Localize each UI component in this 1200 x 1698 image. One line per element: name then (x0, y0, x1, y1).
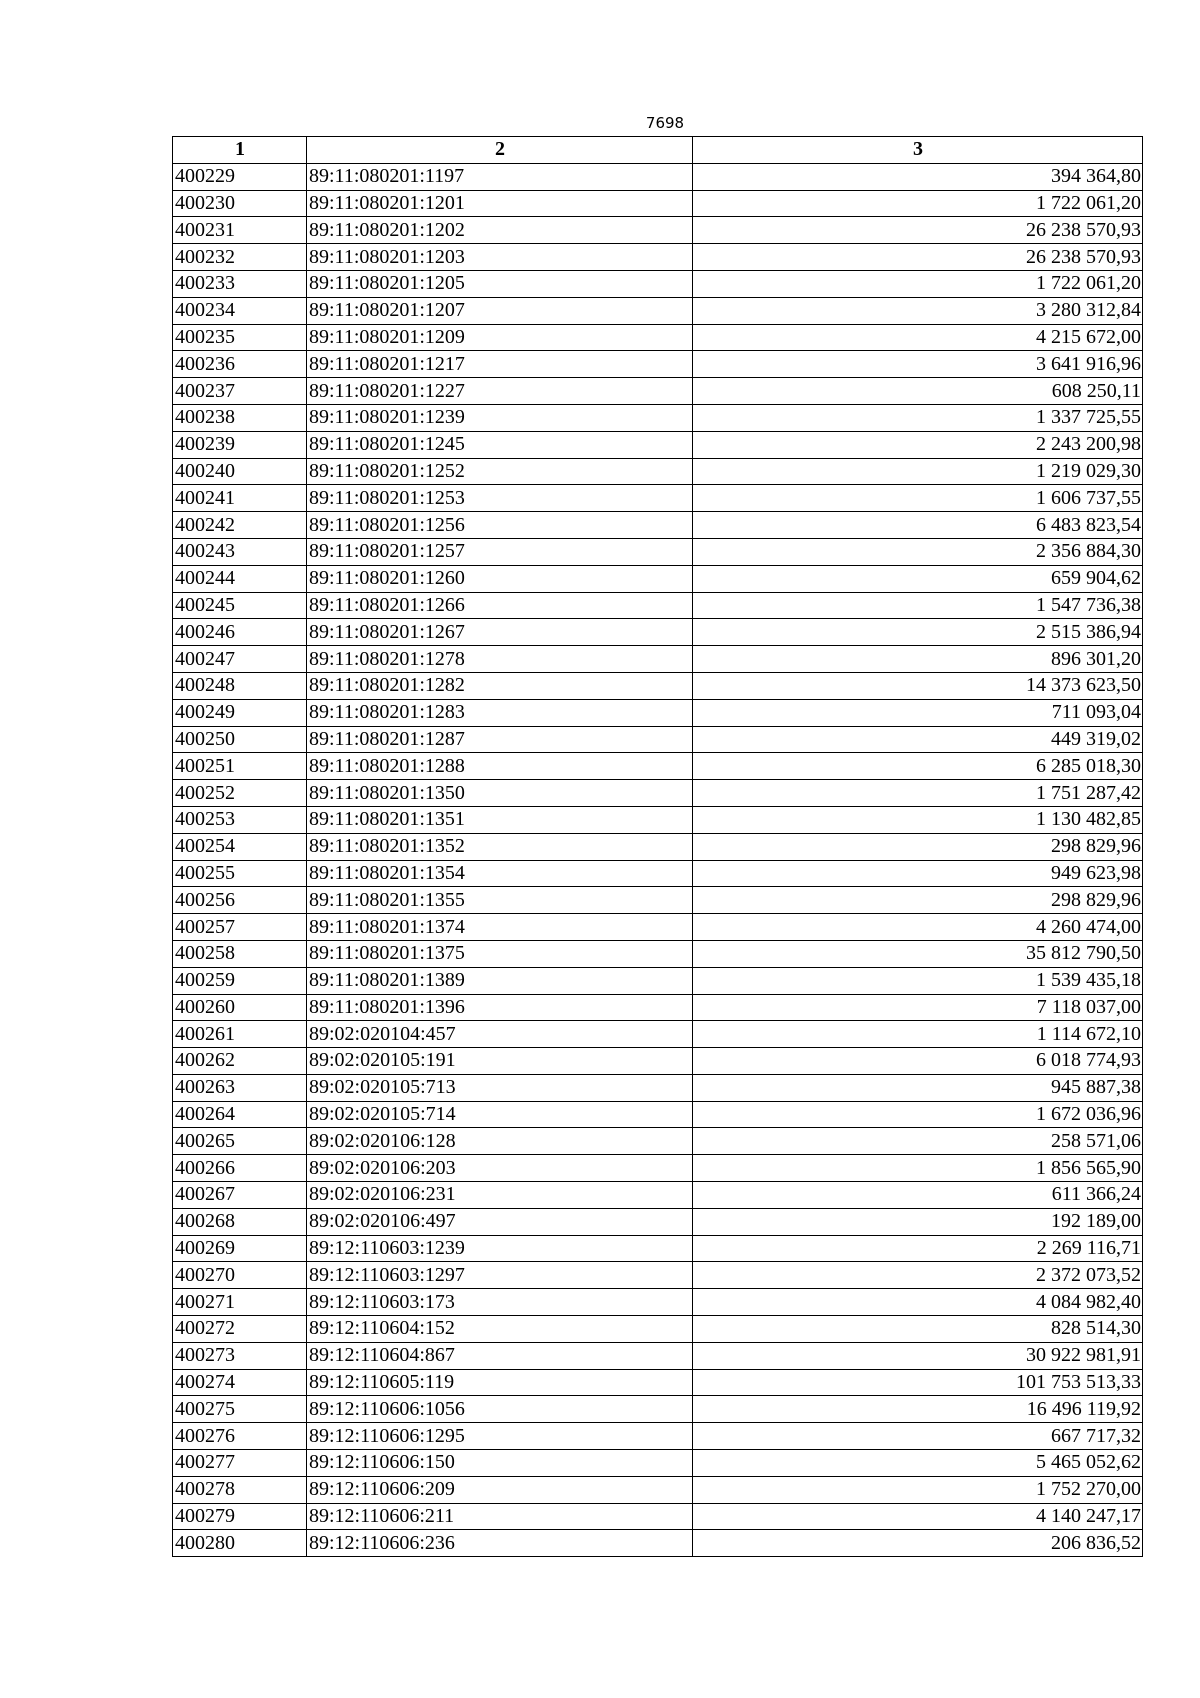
table-row (173, 404, 1143, 431)
table-row (173, 619, 1143, 646)
cadastral-number-cell: 89:11:080201:1253 (307, 485, 693, 512)
cadastral-number-cell: 89:12:110604:867 (307, 1342, 693, 1369)
value-cell: 16 496 119,92 (693, 1396, 1143, 1423)
cadastral-number-cell: 89:12:110606:209 (307, 1476, 693, 1503)
table-row (173, 1101, 1143, 1128)
value-cell: 711 093,04 (693, 699, 1143, 726)
record-number-cell: 400246 (173, 619, 307, 646)
table-row (173, 1155, 1143, 1182)
table-row (173, 672, 1143, 699)
table-row (173, 1289, 1143, 1316)
cadastral-number-cell: 89:02:020106:497 (307, 1208, 693, 1235)
table-row (173, 538, 1143, 565)
table-row (173, 887, 1143, 914)
cadastral-number-cell: 89:11:080201:1374 (307, 914, 693, 941)
value-cell: 659 904,62 (693, 565, 1143, 592)
table-row (173, 1262, 1143, 1289)
record-number-cell: 400244 (173, 565, 307, 592)
table-row (173, 1476, 1143, 1503)
table-row (173, 565, 1143, 592)
table-row (173, 1128, 1143, 1155)
cadastral-number-cell: 89:12:110606:1295 (307, 1423, 693, 1450)
record-number-cell: 400231 (173, 217, 307, 244)
record-number-cell: 400255 (173, 860, 307, 887)
record-number-cell: 400279 (173, 1503, 307, 1530)
cadastral-number-cell: 89:12:110603:173 (307, 1289, 693, 1316)
cadastral-number-cell: 89:11:080201:1287 (307, 726, 693, 753)
value-cell: 298 829,96 (693, 833, 1143, 860)
record-number-cell: 400240 (173, 458, 307, 485)
value-cell: 1 751 287,42 (693, 780, 1143, 807)
table-row (173, 244, 1143, 271)
value-cell: 6 285 018,30 (693, 753, 1143, 780)
table-row (173, 914, 1143, 941)
value-cell: 2 269 116,71 (693, 1235, 1143, 1262)
table-row (173, 512, 1143, 539)
cadastral-number-cell: 89:02:020105:714 (307, 1101, 693, 1128)
record-number-cell: 400260 (173, 994, 307, 1021)
table-row (173, 1182, 1143, 1209)
record-number-cell: 400280 (173, 1530, 307, 1557)
record-number-cell: 400273 (173, 1342, 307, 1369)
record-number-cell: 400272 (173, 1316, 307, 1343)
table-row (173, 431, 1143, 458)
table-row (173, 190, 1143, 217)
cadastral-number-cell: 89:12:110606:1056 (307, 1396, 693, 1423)
value-cell: 945 887,38 (693, 1074, 1143, 1101)
table-row (173, 1450, 1143, 1477)
record-number-cell: 400254 (173, 833, 307, 860)
table-row (173, 1074, 1143, 1101)
value-cell: 4 140 247,17 (693, 1503, 1143, 1530)
value-cell: 2 372 073,52 (693, 1262, 1143, 1289)
cadastral-number-cell: 89:11:080201:1375 (307, 940, 693, 967)
record-number-cell: 400277 (173, 1450, 307, 1477)
record-number-cell: 400251 (173, 753, 307, 780)
value-cell: 6 018 774,93 (693, 1048, 1143, 1075)
record-number-cell: 400247 (173, 646, 307, 673)
value-cell: 1 722 061,20 (693, 270, 1143, 297)
table-row (173, 351, 1143, 378)
record-number-cell: 400266 (173, 1155, 307, 1182)
cadastral-number-cell: 89:11:080201:1354 (307, 860, 693, 887)
value-cell: 298 829,96 (693, 887, 1143, 914)
table-row (173, 1396, 1143, 1423)
value-cell: 1 130 482,85 (693, 806, 1143, 833)
cadastral-number-cell: 89:11:080201:1282 (307, 672, 693, 699)
table-row (173, 967, 1143, 994)
cadastral-number-cell: 89:11:080201:1245 (307, 431, 693, 458)
record-number-cell: 400257 (173, 914, 307, 941)
value-cell: 611 366,24 (693, 1182, 1143, 1209)
value-cell: 1 606 737,55 (693, 485, 1143, 512)
record-number-cell: 400259 (173, 967, 307, 994)
cadastral-number-cell: 89:11:080201:1207 (307, 297, 693, 324)
value-cell: 828 514,30 (693, 1316, 1143, 1343)
value-cell: 608 250,11 (693, 378, 1143, 405)
value-cell: 1 722 061,20 (693, 190, 1143, 217)
value-cell: 1 672 036,96 (693, 1101, 1143, 1128)
table-row (173, 1369, 1143, 1396)
table-row (173, 860, 1143, 887)
table-row (173, 726, 1143, 753)
value-cell: 2 243 200,98 (693, 431, 1143, 458)
record-number-cell: 400265 (173, 1128, 307, 1155)
record-number-cell: 400238 (173, 404, 307, 431)
value-cell: 7 118 037,00 (693, 994, 1143, 1021)
record-number-cell: 400274 (173, 1369, 307, 1396)
record-number-cell: 400261 (173, 1021, 307, 1048)
table-row (173, 1530, 1143, 1557)
cadastral-number-cell: 89:11:080201:1396 (307, 994, 693, 1021)
table-row (173, 994, 1143, 1021)
value-cell: 394 364,80 (693, 163, 1143, 190)
value-cell: 4 084 982,40 (693, 1289, 1143, 1316)
cadastral-number-cell: 89:12:110606:211 (307, 1503, 693, 1530)
value-cell: 449 319,02 (693, 726, 1143, 753)
table-row (173, 646, 1143, 673)
cadastral-number-cell: 89:11:080201:1257 (307, 538, 693, 565)
value-cell: 1 114 672,10 (693, 1021, 1143, 1048)
record-number-cell: 400253 (173, 806, 307, 833)
record-number-cell: 400232 (173, 244, 307, 271)
record-number-cell: 400264 (173, 1101, 307, 1128)
record-number-cell: 400249 (173, 699, 307, 726)
cadastral-number-cell: 89:02:020106:128 (307, 1128, 693, 1155)
value-cell: 3 641 916,96 (693, 351, 1143, 378)
value-cell: 949 623,98 (693, 860, 1143, 887)
table-row (173, 324, 1143, 351)
cadastral-number-cell: 89:12:110606:236 (307, 1530, 693, 1557)
column-header-2: 2 (307, 137, 693, 164)
value-cell: 5 465 052,62 (693, 1450, 1143, 1477)
record-number-cell: 400269 (173, 1235, 307, 1262)
table-row (173, 217, 1143, 244)
record-number-cell: 400250 (173, 726, 307, 753)
value-cell: 14 373 623,50 (693, 672, 1143, 699)
cadastral-number-cell: 89:11:080201:1201 (307, 190, 693, 217)
record-number-cell: 400234 (173, 297, 307, 324)
table-row (173, 1048, 1143, 1075)
value-cell: 1 337 725,55 (693, 404, 1143, 431)
cadastral-number-cell: 89:11:080201:1252 (307, 458, 693, 485)
record-number-cell: 400252 (173, 780, 307, 807)
cadastral-number-cell: 89:02:020105:191 (307, 1048, 693, 1075)
cadastral-number-cell: 89:11:080201:1355 (307, 887, 693, 914)
record-number-cell: 400237 (173, 378, 307, 405)
record-number-cell: 400267 (173, 1182, 307, 1209)
value-cell: 1 752 270,00 (693, 1476, 1143, 1503)
table-row (173, 833, 1143, 860)
record-number-cell: 400233 (173, 270, 307, 297)
cadastral-number-cell: 89:11:080201:1283 (307, 699, 693, 726)
cadastral-number-cell: 89:11:080201:1389 (307, 967, 693, 994)
record-number-cell: 400258 (173, 940, 307, 967)
table-row (173, 753, 1143, 780)
cadastral-number-cell: 89:11:080201:1278 (307, 646, 693, 673)
cadastral-number-cell: 89:12:110604:152 (307, 1316, 693, 1343)
value-cell: 192 189,00 (693, 1208, 1143, 1235)
record-number-cell: 400235 (173, 324, 307, 351)
record-number-cell: 400229 (173, 163, 307, 190)
record-number-cell: 400263 (173, 1074, 307, 1101)
table-row (173, 699, 1143, 726)
record-number-cell: 400278 (173, 1476, 307, 1503)
value-cell: 4 260 474,00 (693, 914, 1143, 941)
value-cell: 6 483 823,54 (693, 512, 1143, 539)
cadastral-number-cell: 89:11:080201:1352 (307, 833, 693, 860)
value-cell: 3 280 312,84 (693, 297, 1143, 324)
table-row (173, 806, 1143, 833)
table-row (173, 592, 1143, 619)
table-row (173, 940, 1143, 967)
cadastral-number-cell: 89:12:110603:1297 (307, 1262, 693, 1289)
table-row (173, 1503, 1143, 1530)
value-cell: 2 515 386,94 (693, 619, 1143, 646)
record-number-cell: 400230 (173, 190, 307, 217)
cadastral-number-cell: 89:12:110603:1239 (307, 1235, 693, 1262)
cadastral-number-cell: 89:11:080201:1202 (307, 217, 693, 244)
value-cell: 258 571,06 (693, 1128, 1143, 1155)
cadastral-number-cell: 89:11:080201:1267 (307, 619, 693, 646)
cadastral-number-cell: 89:11:080201:1260 (307, 565, 693, 592)
value-cell: 26 238 570,93 (693, 217, 1143, 244)
table-row (173, 1316, 1143, 1343)
cadastral-number-cell: 89:02:020106:231 (307, 1182, 693, 1209)
value-cell: 35 812 790,50 (693, 940, 1143, 967)
cadastral-number-cell: 89:11:080201:1203 (307, 244, 693, 271)
table-row (173, 1423, 1143, 1450)
cadastral-number-cell: 89:11:080201:1351 (307, 806, 693, 833)
record-number-cell: 400270 (173, 1262, 307, 1289)
registry-table (172, 136, 1143, 1557)
table-row (173, 1208, 1143, 1235)
cadastral-number-cell: 89:02:020105:713 (307, 1074, 693, 1101)
value-cell: 206 836,52 (693, 1530, 1143, 1557)
record-number-cell: 400241 (173, 485, 307, 512)
cadastral-number-cell: 89:11:080201:1239 (307, 404, 693, 431)
cadastral-number-cell: 89:02:020106:203 (307, 1155, 693, 1182)
cadastral-number-cell: 89:11:080201:1217 (307, 351, 693, 378)
table-row (173, 1342, 1143, 1369)
value-cell: 2 356 884,30 (693, 538, 1143, 565)
value-cell: 1 539 435,18 (693, 967, 1143, 994)
cadastral-number-cell: 89:11:080201:1266 (307, 592, 693, 619)
header-row (173, 137, 1143, 164)
record-number-cell: 400236 (173, 351, 307, 378)
value-cell: 30 922 981,91 (693, 1342, 1143, 1369)
record-number-cell: 400262 (173, 1048, 307, 1075)
record-number-cell: 400243 (173, 538, 307, 565)
table-body (173, 163, 1143, 1556)
table-row (173, 378, 1143, 405)
column-header-3: 3 (693, 137, 1143, 164)
table-row (173, 780, 1143, 807)
page-number: 7698 (645, 114, 685, 132)
value-cell: 26 238 570,93 (693, 244, 1143, 271)
cadastral-number-cell: 89:11:080201:1350 (307, 780, 693, 807)
table-row (173, 163, 1143, 190)
table-row (173, 485, 1143, 512)
value-cell: 101 753 513,33 (693, 1369, 1143, 1396)
value-cell: 896 301,20 (693, 646, 1143, 673)
record-number-cell: 400239 (173, 431, 307, 458)
table-row (173, 270, 1143, 297)
table-row (173, 458, 1143, 485)
cadastral-number-cell: 89:12:110605:119 (307, 1369, 693, 1396)
value-cell: 4 215 672,00 (693, 324, 1143, 351)
column-header-1: 1 (173, 137, 307, 164)
record-number-cell: 400271 (173, 1289, 307, 1316)
record-number-cell: 400276 (173, 1423, 307, 1450)
record-number-cell: 400256 (173, 887, 307, 914)
cadastral-number-cell: 89:12:110606:150 (307, 1450, 693, 1477)
cadastral-number-cell: 89:11:080201:1209 (307, 324, 693, 351)
cadastral-number-cell: 89:11:080201:1288 (307, 753, 693, 780)
record-number-cell: 400248 (173, 672, 307, 699)
record-number-cell: 400268 (173, 1208, 307, 1235)
cadastral-number-cell: 89:11:080201:1227 (307, 378, 693, 405)
cadastral-number-cell: 89:11:080201:1205 (307, 270, 693, 297)
table-row (173, 1021, 1143, 1048)
table-row (173, 297, 1143, 324)
value-cell: 1 547 736,38 (693, 592, 1143, 619)
value-cell: 667 717,32 (693, 1423, 1143, 1450)
table-row (173, 1235, 1143, 1262)
cadastral-number-cell: 89:11:080201:1256 (307, 512, 693, 539)
record-number-cell: 400275 (173, 1396, 307, 1423)
value-cell: 1 219 029,30 (693, 458, 1143, 485)
cadastral-number-cell: 89:11:080201:1197 (307, 163, 693, 190)
cadastral-number-cell: 89:02:020104:457 (307, 1021, 693, 1048)
record-number-cell: 400242 (173, 512, 307, 539)
record-number-cell: 400245 (173, 592, 307, 619)
value-cell: 1 856 565,90 (693, 1155, 1143, 1182)
